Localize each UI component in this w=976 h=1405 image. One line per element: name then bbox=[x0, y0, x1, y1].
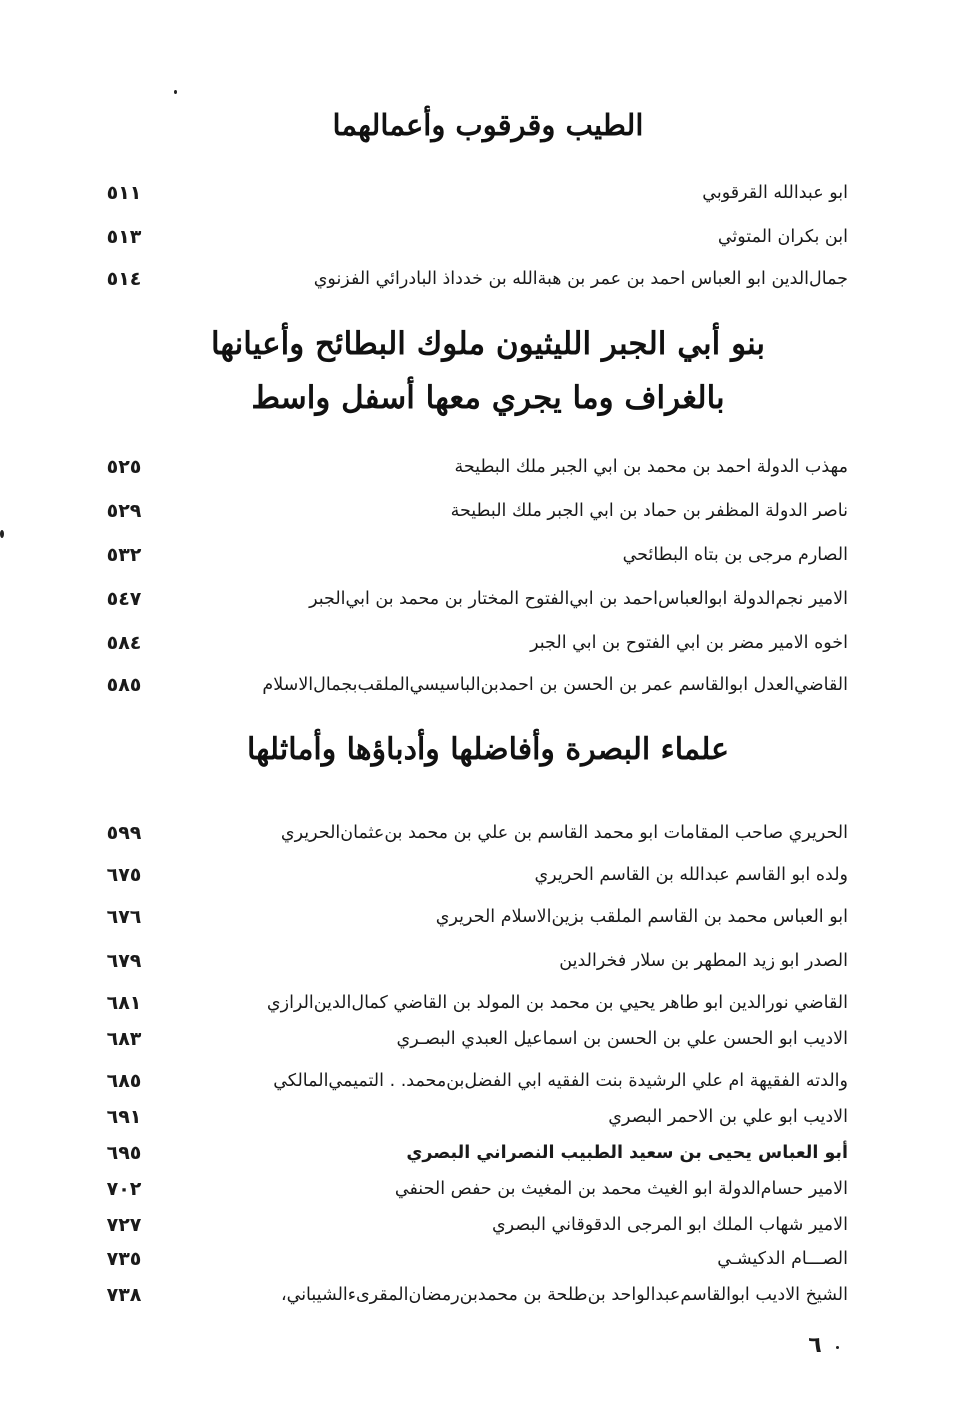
toc-entry bbox=[96, 1098, 848, 1136]
entry-page: ٥١٣ bbox=[106, 226, 142, 248]
entry-page: ٥٤٧ bbox=[106, 588, 142, 610]
toc-entry bbox=[96, 1276, 848, 1314]
entry-name: الامير حسام‌الدولة ابو الغيث محمد بن المغيث بن حفص الحنفي bbox=[394, 1179, 848, 1199]
entry-page: ٦٧٦ bbox=[106, 906, 142, 928]
entry-name: والدته الفقيهة ام علي الرشيدة بنت الفقيه ابي الفضل‌بن‌محمد. . التميمي‌المالكي bbox=[273, 1071, 848, 1091]
entry-page: ٧٣٥ bbox=[106, 1248, 142, 1270]
entry-name: الاديب ابو علي بن الاحمر البصري bbox=[608, 1107, 848, 1127]
toc-entry bbox=[96, 814, 848, 852]
toc-entry bbox=[96, 1062, 848, 1100]
entry-page: ٦٧٩ bbox=[106, 950, 142, 972]
page-number: ٦ bbox=[808, 1333, 822, 1358]
section-title: علماء البصرة وأفاضلها وأدباؤها وأماثلها bbox=[246, 732, 730, 767]
entry-name: ابن بكران المتوثي bbox=[717, 227, 848, 247]
section-title: بنو أبي الجبر الليثيون ملوك البطائح وأعيانها bbox=[210, 326, 766, 362]
scan-speck bbox=[0, 530, 4, 538]
toc-entry bbox=[96, 624, 848, 662]
entry-page: ٧٠٢ bbox=[106, 1178, 142, 1200]
entry-name: الامير نجم‌الدولة ابوالعباس‌احمد بن ابي‌الفتوح المختار بن محمد بن ابي‌الجبر bbox=[309, 589, 848, 609]
entry-name: الحريري صاحب المقامات ابو محمد القاسم بن علي بن محمد بن‌عثمان‌الحريري bbox=[280, 823, 848, 843]
entry-name: ناصر الدولة المظفر بن حماد بن ابي الجبر ملك البطيحة bbox=[450, 501, 848, 521]
toc-entry bbox=[96, 448, 848, 486]
entry-page: ٧٢٧ bbox=[106, 1214, 142, 1236]
scan-speck bbox=[174, 90, 177, 94]
entry-name: ولده ابو القاسم عبدالله بن القاسم الحريري bbox=[534, 865, 848, 885]
toc-entry bbox=[96, 898, 848, 936]
entry-page: ٥٩٩ bbox=[106, 822, 142, 844]
toc-entry bbox=[96, 942, 848, 980]
entry-page: ٥٨٥ bbox=[106, 674, 142, 696]
entry-name: ابو عبدالله القرقوبي bbox=[702, 183, 848, 203]
entry-name: ابو العباس محمد بن القاسم الملقب بزين‌الاسلام الحريري bbox=[435, 907, 848, 927]
toc-entry bbox=[96, 666, 848, 704]
toc-entry bbox=[96, 856, 848, 894]
entry-name: الصـــام الدكيشـي bbox=[717, 1249, 848, 1269]
entry-page: ٧٣٨ bbox=[106, 1284, 142, 1306]
entry-page: ٥٨٤ bbox=[106, 632, 142, 654]
toc-entry bbox=[96, 492, 848, 530]
toc-entry bbox=[96, 218, 848, 256]
toc-entry bbox=[96, 1240, 848, 1278]
toc-entry bbox=[96, 260, 848, 298]
toc-entry bbox=[96, 984, 848, 1022]
entry-page: ٥١٤ bbox=[106, 268, 142, 290]
entry-name: الامير شهاب الملك ابو المرجى الدقوقاني البصري bbox=[491, 1215, 848, 1235]
scan-speck bbox=[836, 1346, 839, 1349]
entry-page: ٥٢٥ bbox=[106, 456, 142, 478]
entry-name: أبو العباس يحيى بن سعيد الطبيب النصراني البصري bbox=[406, 1143, 848, 1163]
entry-name: الاديب ابو الحسن علي بن الحسن بن اسماعيل العبدي البصـري bbox=[396, 1029, 848, 1049]
section-title: الطيب وقرقوب وأعمالهما bbox=[332, 108, 644, 142]
toc-entry bbox=[96, 1134, 848, 1172]
toc-entry bbox=[96, 1020, 848, 1058]
entry-page: ٦٩٥ bbox=[106, 1142, 142, 1164]
toc-entry bbox=[96, 174, 848, 212]
toc-entry bbox=[96, 1206, 848, 1244]
entry-name: القاضي نورالدين ابو طاهر يحيي بن محمد بن المولد بن القاضي كمال‌الدين‌الرازي bbox=[266, 993, 848, 1013]
entry-page: ٦٨٣ bbox=[106, 1028, 142, 1050]
entry-page: ٦٨١ bbox=[106, 992, 142, 1014]
entry-name: القاضي‌العدل ابوالقاسم عمر بن الحسن بن احمدبن‌الباسيسي‌الملقب‌بجمال‌الاسلام bbox=[262, 675, 848, 695]
toc-entry bbox=[96, 580, 848, 618]
entry-page: ٦٧٥ bbox=[106, 864, 142, 886]
toc-entry bbox=[96, 536, 848, 574]
toc-entry bbox=[96, 1170, 848, 1208]
entry-name: مهذب الدولة احمد بن محمد بن ابي الجبر ملك البطيحة bbox=[454, 457, 848, 477]
entry-page: ٦٩١ bbox=[106, 1106, 142, 1128]
entry-page: ٦٨٥ bbox=[106, 1070, 142, 1092]
entry-page: ٥١١ bbox=[106, 182, 142, 204]
entry-page: ٥٢٩ bbox=[106, 500, 142, 522]
entry-name: الصدر ابو زيد المطهر بن سلار فخرالدين bbox=[559, 951, 848, 971]
entry-name: اخوه الامير مضر بن ابي الفتوح بن ابي الجبر bbox=[530, 633, 848, 653]
section-title-line-2: بالغراف وما يجري معها أسفل واسط bbox=[251, 380, 725, 416]
entry-page: ٥٣٢ bbox=[106, 544, 142, 566]
entry-name: الشيخ الاديب ابوالقاسم‌عبدالواحد بن‌طلحة بن محمدبن‌رمضان‌المقرىء‌الشيباني، bbox=[280, 1285, 848, 1305]
entry-name: جمال‌الدين ابو العباس احمد بن عمر بن هبةالله بن خدداذ البادرائي الفزنوي bbox=[313, 269, 848, 289]
entry-name: الصارم مرجى بن بتاه البطائحي bbox=[622, 545, 848, 565]
